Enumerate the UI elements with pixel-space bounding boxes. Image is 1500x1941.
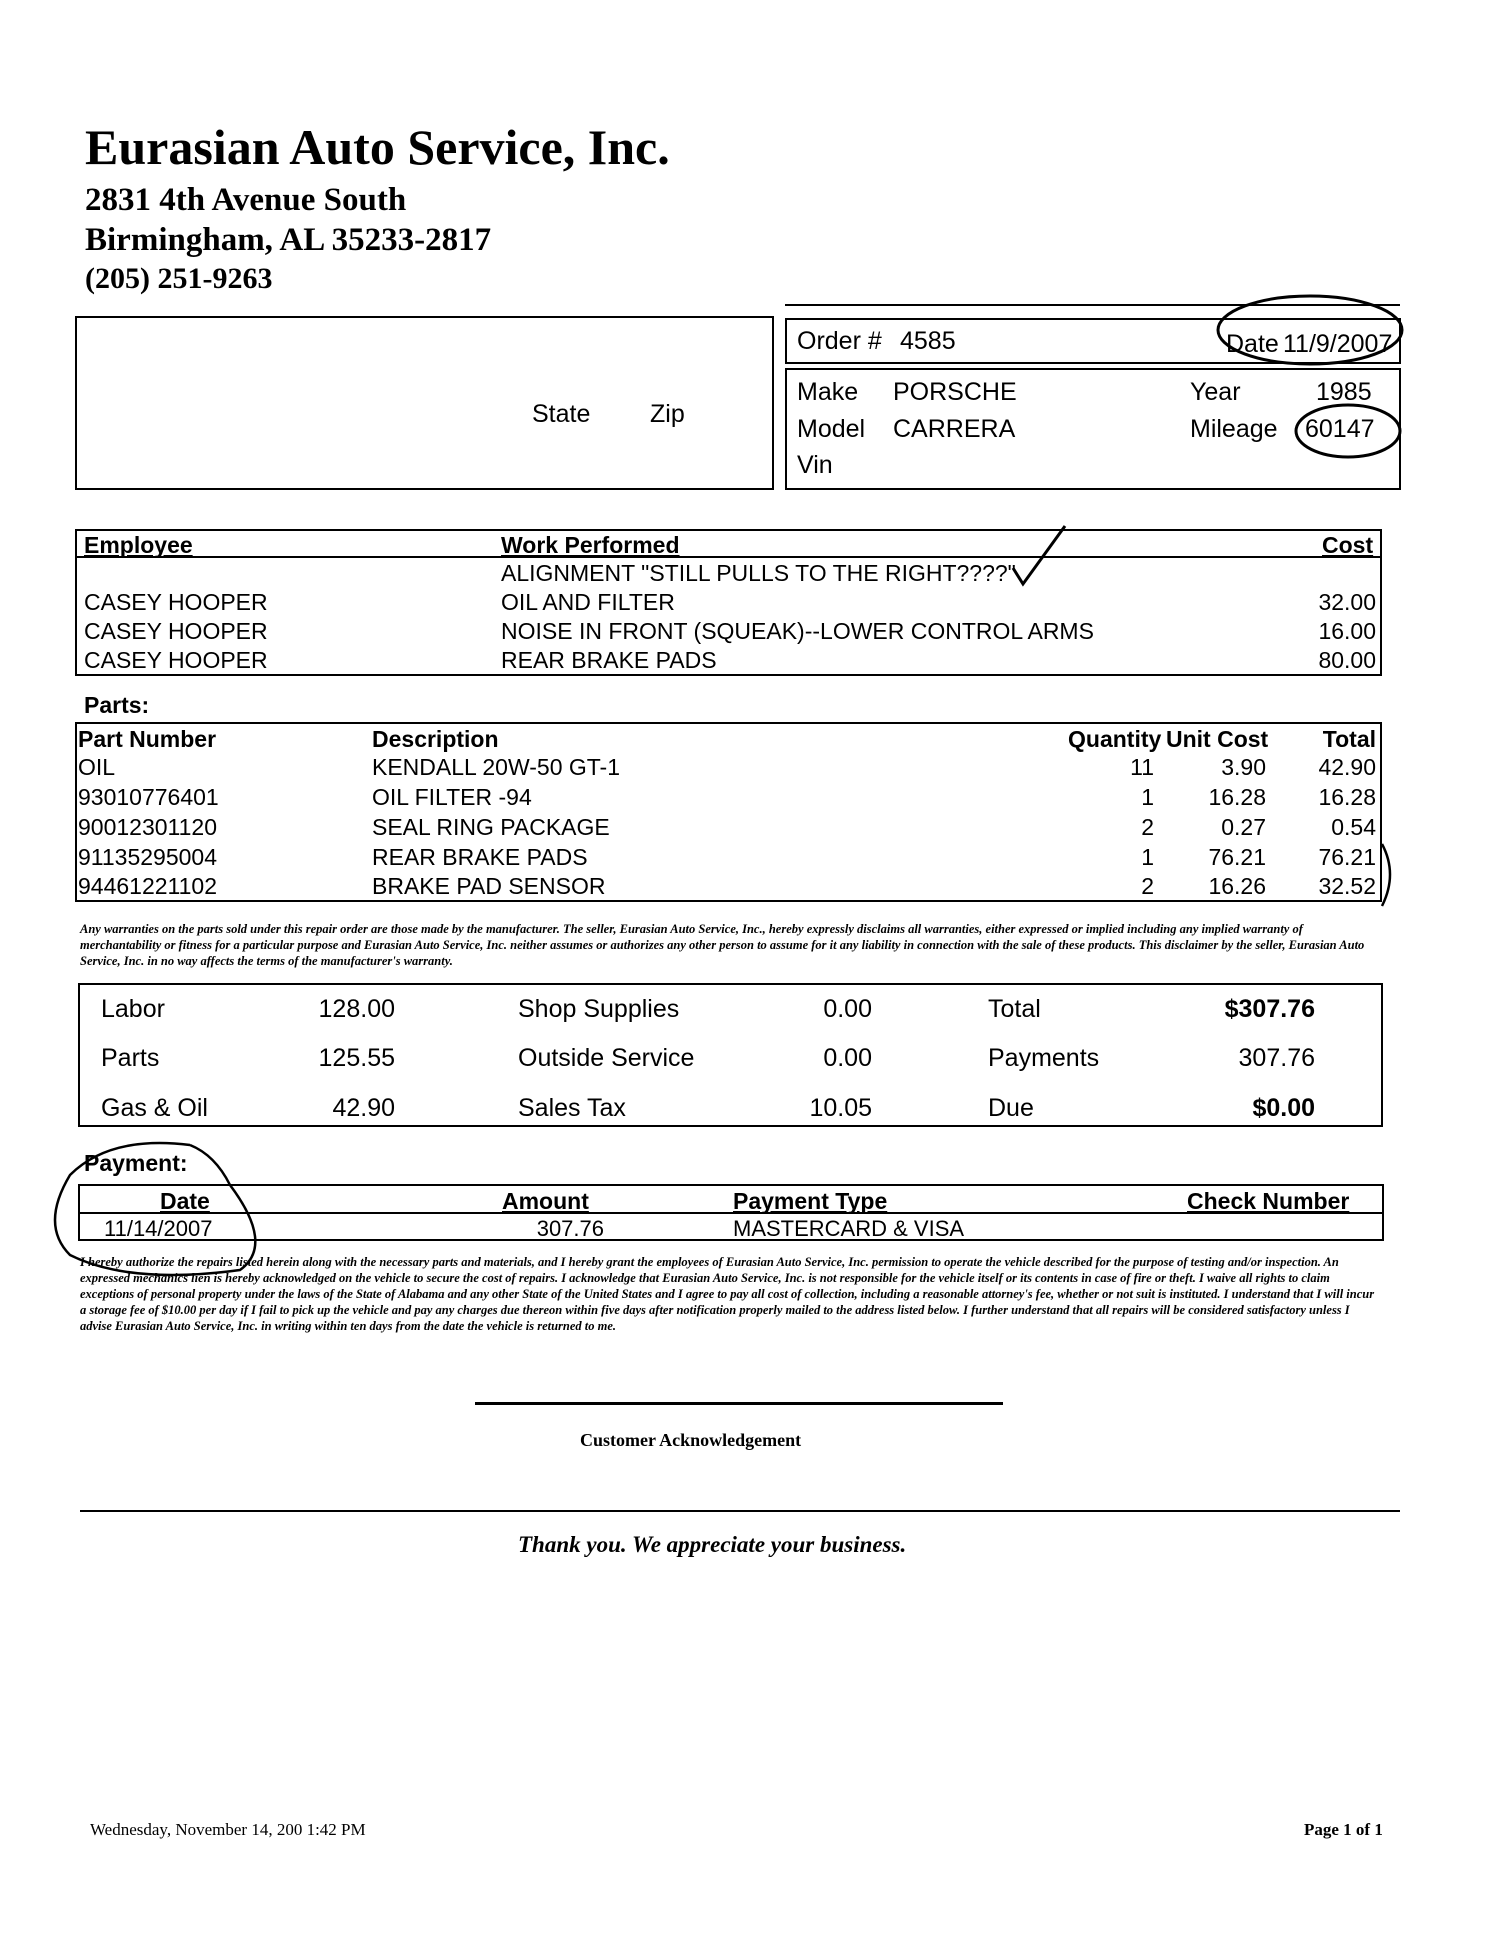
outside-service-label: Outside Service [518,1044,695,1072]
parts-row-2-unit: 16.28 [1208,784,1266,810]
parts-row-5-part: 94461221102 [78,873,217,899]
mileage-circle-mark [1290,398,1410,464]
payment-type: MASTERCARD & VISA [733,1216,965,1241]
authorization-text: I hereby authorize the repairs listed herein along with the necessary parts and materials, and I hereby grant the employees of Eurasian Auto Service, Inc. permission to operate the vehicle described for the purpose of testing and/or inspection. An expressed mechanics lien is hereby acknowledged on the vehicle to secure the cost of repairs. I acknowledge that Eurasian Auto Service, Inc. is not responsible for the vehicle itself or its contents in case of fire or theft. I waive all rights to claim exceptions of personal property under the laws of the State of Alabama and any other State of the United States and I agree to pay all cost of collection, including a reasonable attorney's fee, whether or not suit is instituted. I understand that I will incur a storage fee of $10.00 per day if I fail to pick up the vehicle and pay any charges due thereon within five days after notification properly mailed to the address listed below. I further understand that all repairs will be considered satisfactory unless I advise Eurasian Auto Service, Inc. in writing within ten days from the date the vehicle is returned to me. [80,1255,1375,1333]
company-address-line1: 2831 4th Avenue South [85,182,407,218]
work-header-cost: Cost [1322,532,1374,558]
payment-date: 11/14/2007 [104,1216,213,1241]
work-row-2-work: OIL AND FILTER [501,589,675,615]
work-header-work: Work Performed [501,532,680,558]
parts-row-4-desc: REAR BRAKE PADS [372,844,588,870]
shop-supplies-label: Shop Supplies [518,995,680,1023]
parts-row-3-total: 0.54 [1331,814,1376,840]
shop-supplies-value: 0.00 [823,995,872,1023]
payment-title: Payment: [84,1150,188,1176]
parts-row-3-qty: 2 [1141,814,1154,840]
checkmark-icon [1005,520,1075,590]
parts-row-4-unit: 76.21 [1208,844,1266,870]
make-value: PORSCHE [893,378,1017,406]
date-circle-mark [1210,288,1410,372]
customer-acknowledgement-label: Customer Acknowledgement [580,1430,802,1450]
gas-oil-value: 42.90 [332,1094,395,1122]
mileage-value: 60147 [1305,415,1375,443]
thank-you-message: Thank you. We appreciate your business. [518,1532,907,1557]
bracket-mark [1378,840,1400,910]
parts-total-value: 125.55 [318,1044,395,1072]
labor-label: Labor [101,995,165,1023]
parts-row-5-total: 32.52 [1318,873,1376,899]
total-label: Total [988,995,1041,1023]
order-number: 4585 [900,327,956,355]
work-header-rule [75,556,1382,558]
parts-title: Parts: [84,692,150,718]
work-row-1-work: ALIGNMENT "STILL PULLS TO THE RIGHT????" [501,560,1016,586]
payments-label: Payments [988,1044,1100,1072]
year-value: 1985 [1316,378,1372,406]
make-label: Make [797,378,859,406]
work-row-4-employee: CASEY HOOPER [84,647,268,673]
gas-oil-label: Gas & Oil [101,1094,208,1122]
year-label: Year [1190,378,1241,406]
work-row-2-employee: CASEY HOOPER [84,589,268,615]
work-table [75,529,1382,676]
payment-header-amount: Amount [502,1188,589,1214]
payment-header-check: Check Number [1187,1188,1350,1214]
warranty-disclaimer: Any warranties on the parts sold under this repair order are those made by the manufacturer. The seller, Eurasian Auto Service, Inc., hereby expressly disclaims all warranties, either expressed or implied including any implied warranty of merchantability or fitness for a particular purpose and Eurasian Auto Service, Inc. neither assumes or authorizes any other person to assume for it any liability in connection with the sale of these products. This disclaimer by the seller, Eurasian Auto Service, Inc. in no way affects the terms of the manufacturer's warranty. [80,922,1365,968]
work-row-4-cost: 80.00 [1318,647,1376,673]
model-label: Model [797,415,866,443]
payment-header-date: Date [160,1188,210,1214]
due-label: Due [988,1094,1034,1122]
work-row-3-cost: 16.00 [1318,618,1376,644]
footer-timestamp: Wednesday, November 14, 200 1:42 PM [90,1820,366,1839]
parts-row-5-unit: 16.26 [1208,873,1266,899]
payments-value: 307.76 [1238,1044,1315,1072]
work-row-2-cost: 32.00 [1318,589,1376,615]
due-value: $0.00 [1252,1094,1315,1122]
parts-row-4-part: 91135295004 [78,844,217,870]
parts-header-desc: Description [372,726,499,752]
sales-tax-label: Sales Tax [518,1094,626,1122]
parts-row-3-unit: 0.27 [1221,814,1266,840]
parts-row-4-qty: 1 [1141,844,1154,870]
work-row-4-work: REAR BRAKE PADS [501,647,717,673]
outside-service-value: 0.00 [823,1044,872,1072]
mileage-label: Mileage [1190,415,1278,443]
parts-row-2-desc: OIL FILTER -94 [372,784,532,810]
labor-value: 128.00 [318,995,395,1023]
work-row-3-employee: CASEY HOOPER [84,618,268,644]
parts-row-2-qty: 1 [1141,784,1154,810]
vin-label: Vin [797,451,833,479]
parts-row-1-qty: 11 [1130,754,1154,780]
zip-label: Zip [650,400,685,428]
footer-page-number: Page 1 of 1 [1304,1820,1383,1839]
parts-header-total: Total [1322,726,1376,752]
order-date-label: Date [1226,330,1279,358]
order-label: Order # [797,327,882,355]
thanks-rule [80,1510,1400,1512]
signature-line[interactable] [475,1402,1003,1405]
parts-row-4-total: 76.21 [1318,844,1376,870]
work-row-3-work: NOISE IN FRONT (SQUEAK)--LOWER CONTROL ARMS [501,618,1094,644]
parts-row-1-unit: 3.90 [1221,754,1266,780]
company-phone: (205) 251-9263 [85,262,273,295]
parts-row-1-part: OIL [78,754,116,780]
parts-header-part: Part Number [78,726,217,752]
parts-row-3-part: 90012301120 [78,814,217,840]
parts-total-label: Parts [101,1044,160,1072]
totals-box [78,983,1383,1127]
order-date: 11/9/2007 [1283,330,1393,358]
parts-row-3-desc: SEAL RING PACKAGE [372,814,610,840]
company-name: Eurasian Auto Service, Inc. [85,119,670,175]
sales-tax-value: 10.05 [809,1094,872,1122]
parts-row-5-qty: 2 [1141,873,1154,899]
parts-row-2-total: 16.28 [1318,784,1376,810]
parts-row-1-total: 42.90 [1318,754,1376,780]
parts-header-qty: Quantity [1068,726,1162,752]
work-header-employee: Employee [84,532,193,558]
parts-row-5-desc: BRAKE PAD SENSOR [372,873,606,899]
total-value: $307.76 [1224,995,1315,1023]
parts-row-2-part: 93010776401 [78,784,219,810]
state-label: State [532,400,591,428]
payment-amount: 307.76 [536,1216,604,1241]
company-address-line2: Birmingham, AL 35233-2817 [85,222,492,258]
payment-header-type: Payment Type [733,1188,888,1214]
parts-header-unit: Unit Cost [1166,726,1269,752]
model-value: CARRERA [893,415,1016,443]
parts-row-1-desc: KENDALL 20W-50 GT-1 [372,754,620,780]
